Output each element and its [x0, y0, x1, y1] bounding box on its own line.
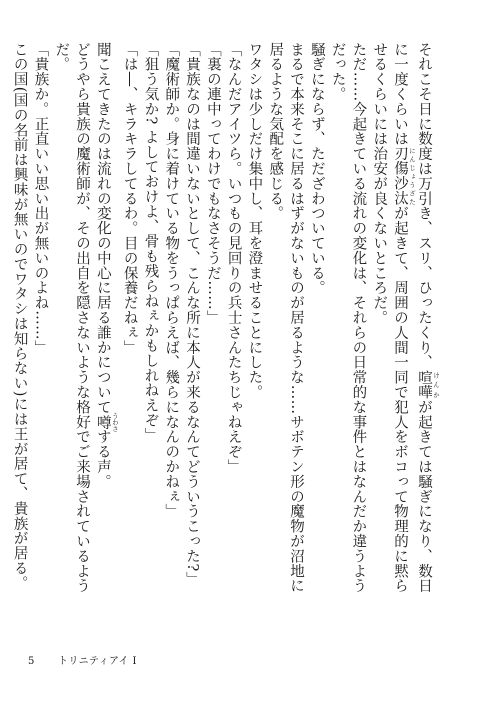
novel-body-text [11, 42, 440, 602]
paragraph: 「は―、キラキラしてるわ。目の保養だねぇ」 [121, 42, 138, 355]
ruby-annotation: 刃傷沙汰 にんじょうざた [392, 146, 416, 206]
paragraph: まるで本来そこに居るはずがないものが居るような……サボテン形の魔物が沼地に居るような気配を感じる。 [267, 42, 305, 594]
page-footer [28, 652, 137, 667]
paragraph: 「貴族か。正直いい思い出が無いのよね……」 [32, 42, 49, 355]
paragraph: 「なんだアイツら。いつもの見回りの兵士さんたちじゃねえぞ」 [225, 42, 242, 475]
paragraph: どうやら貴族の魔術師が、その出自を隠さないような格好でご来場されているようだ。 [53, 42, 91, 594]
ruby-annotation: 喧嘩 けんか [416, 369, 440, 400]
ruby-annotation: 噂 うわさ [94, 412, 119, 432]
paragraph: ただ……今起きている流れの変化は、それらの日常的な事件とはなんだか違うようだった。 [329, 42, 367, 594]
book-title: トリニティアイ Ⅰ [58, 656, 137, 667]
paragraph: 「魔術師か。身に着けている物をうっぱらえば、幾らになんのかねぇ」 [163, 42, 180, 519]
paragraph: 「裏の連中ってわけでもなさそうだ……」 [204, 42, 221, 326]
paragraph: この国(国の名前は興味が無いのでワタシは知らない)には王が居て、貴族が居る。 [11, 42, 28, 591]
paragraph: 「貴族なのは間違いないとして、こんな所に本人が来るなんてどういうこった?」 [184, 42, 201, 587]
paragraph: 「狙う気か? よしておけよ、骨も残らねぇかもしれねえぞ」 [142, 42, 159, 443]
page-number: 5 [28, 656, 35, 667]
paragraph: それこそ日に数度は万引き、スリ、ひったくり、喧嘩 けんかが起きては騒ぎになり、数日に一度くらいは刃傷沙汰 にんじょうざたが起きて、周囲の人間一同で犯人をボコって物理的に黙らせるくらいには治安が良くないところだ。 [371, 42, 440, 594]
paragraph: ワタシは少しだけ集中し、耳を澄ませることにした。 [246, 42, 263, 400]
paragraph: 聞こえてきたのは流れの変化の中心に居る誰かについて噂 うわさする声。 [94, 42, 119, 490]
paragraph: 騒ぎにならず、ただざわついている。 [308, 42, 325, 296]
